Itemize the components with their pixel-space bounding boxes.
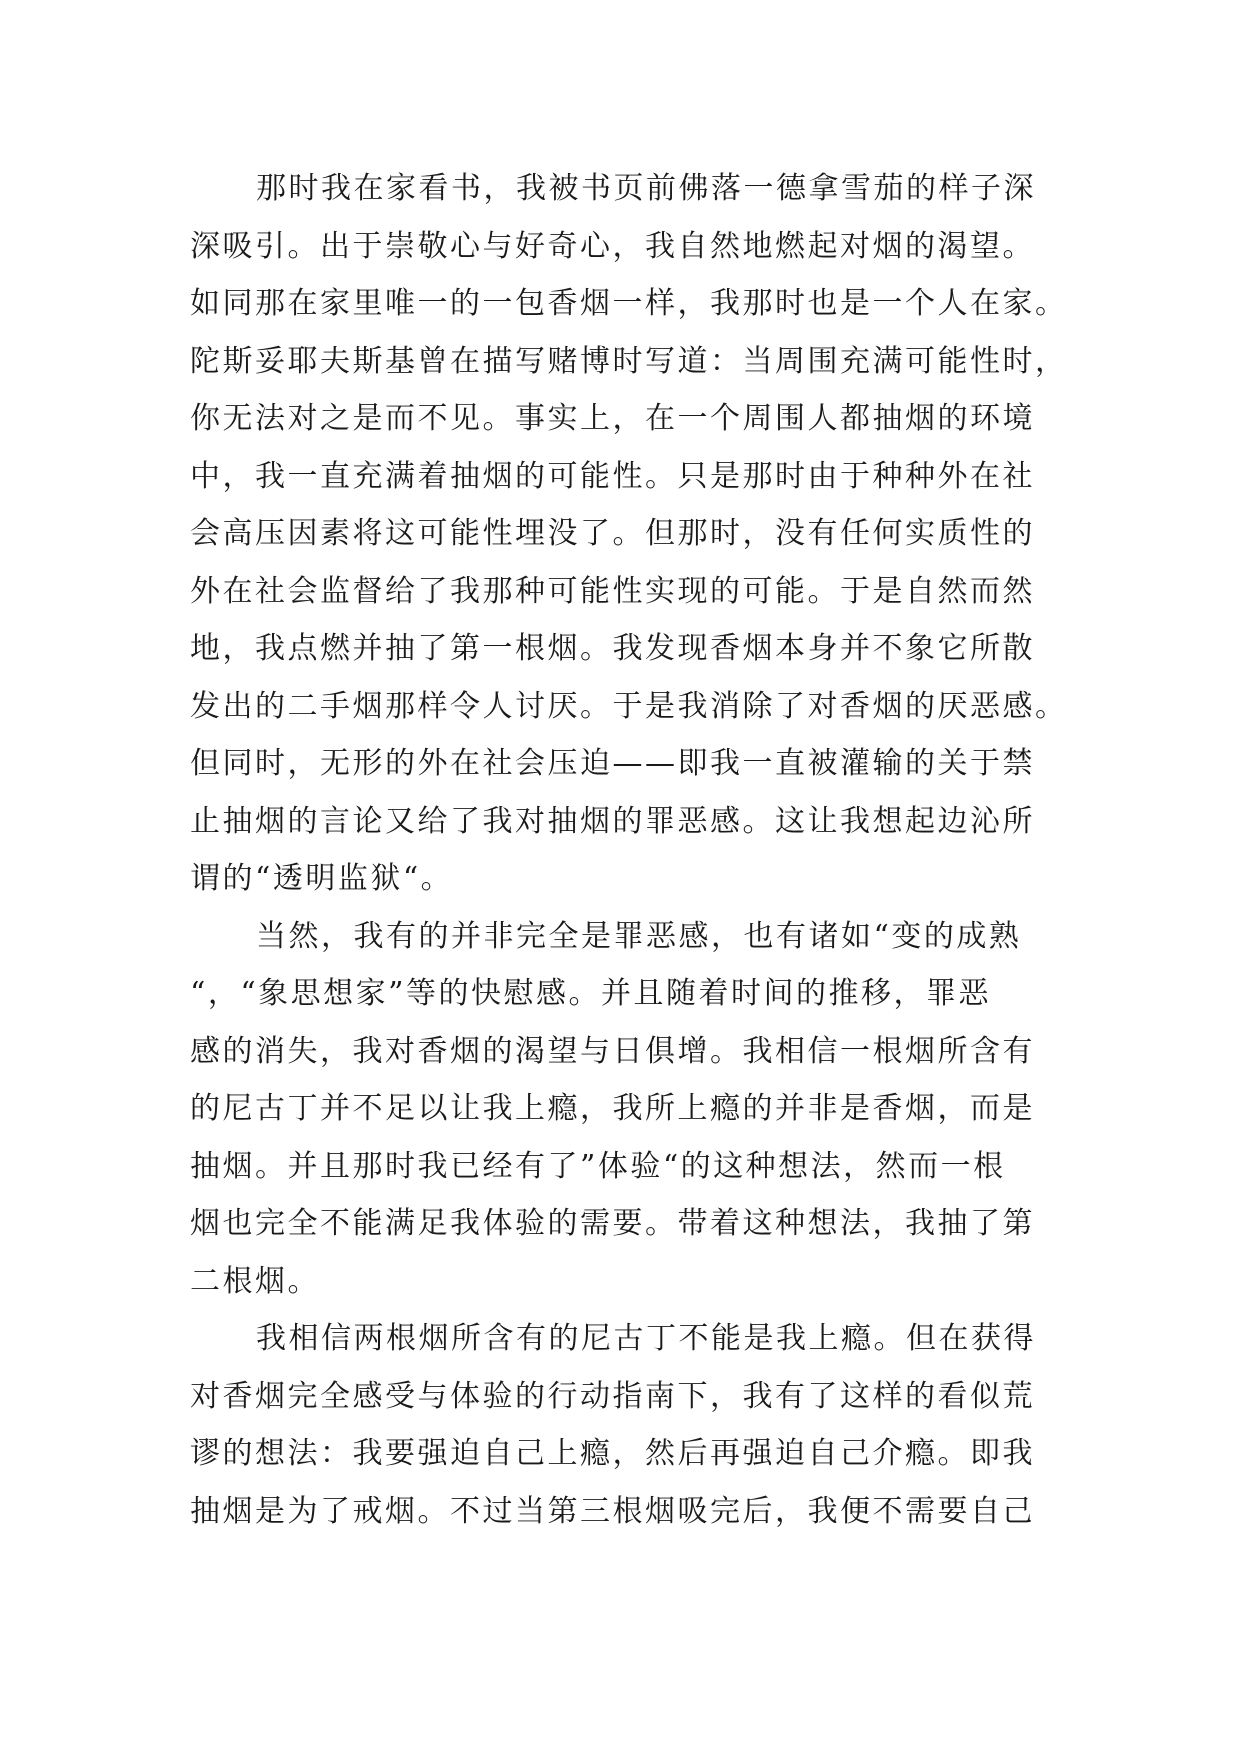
text-line: 会高压因素将这可能性埋没了。但那时，没有任何实质性的 xyxy=(190,516,1035,551)
text-line: 抽烟。并且那时我已经有了”体验“的这种想法，然而一根 xyxy=(190,1148,1006,1184)
text-line: 烟也完全不能满足我体验的需要。带着这种想法，我抽了第 xyxy=(190,1206,1035,1241)
text-line: 当然，我有的并非完全是罪恶感，也有诸如“变的成熟 xyxy=(256,918,1022,954)
text-line: 的尼古丁并不足以让我上瘾，我所上瘾的并非是香烟，而是 xyxy=(190,1091,1035,1126)
text-line: 谬的想法：我要强迫自己上瘾，然后再强迫自己介瘾。即我 xyxy=(190,1436,1035,1471)
text-line: 但同时，无形的外在社会压迫——即我一直被灌输的关于禁 xyxy=(190,746,1035,781)
body-text xyxy=(190,160,1068,1540)
text-line: 深吸引。出于崇敬心与好奇心，我自然地燃起对烟的渴望。 xyxy=(190,228,1035,264)
text-line: 中，我一直充满着抽烟的可能性。只是那时由于种种外在社 xyxy=(190,458,1035,494)
text-line: 发出的二手烟那样令人讨厌。于是我消除了对香烟的厌恶感。 xyxy=(190,688,1068,724)
text-line: 我相信两根烟所含有的尼古丁不能是我上瘾。但在获得 xyxy=(256,1321,1036,1356)
text-line: 止抽烟的言论又给了我对抽烟的罪恶感。这让我想起边沁所 xyxy=(190,803,1035,839)
text-line: 二根烟。 xyxy=(190,1263,320,1299)
text-line: 陀斯妥耶夫斯基曾在描写赌博时写道：当周围充满可能性时， xyxy=(190,343,1068,379)
text-line: 那时我在家看书，我被书页前佛落一德拿雪茄的样子深 xyxy=(256,171,1036,206)
text-line: “，“象思想家”等的快慰感。并且随着时间的推移，罪恶 xyxy=(190,976,992,1011)
text-line: 抽烟是为了戒烟。不过当第三根烟吸完后，我便不需要自己 xyxy=(190,1493,1035,1529)
text-line: 你无法对之是而不见。事实上，在一个周围人都抽烟的环境 xyxy=(190,401,1035,436)
text-line: 感的消失，我对香烟的渴望与日俱增。我相信一根烟所含有 xyxy=(190,1033,1035,1069)
text-line: 外在社会监督给了我那种可能性实现的可能。于是自然而然 xyxy=(190,573,1035,609)
text-line: 谓的“透明监狱“。 xyxy=(190,861,454,896)
text-line: 对香烟完全感受与体验的行动指南下，我有了这样的看似荒 xyxy=(190,1378,1035,1414)
text-line: 地，我点燃并抽了第一根烟。我发现香烟本身并不象它所散 xyxy=(190,631,1035,666)
text-line: 如同那在家里唯一的一包香烟一样，我那时也是一个人在家。 xyxy=(190,286,1068,321)
